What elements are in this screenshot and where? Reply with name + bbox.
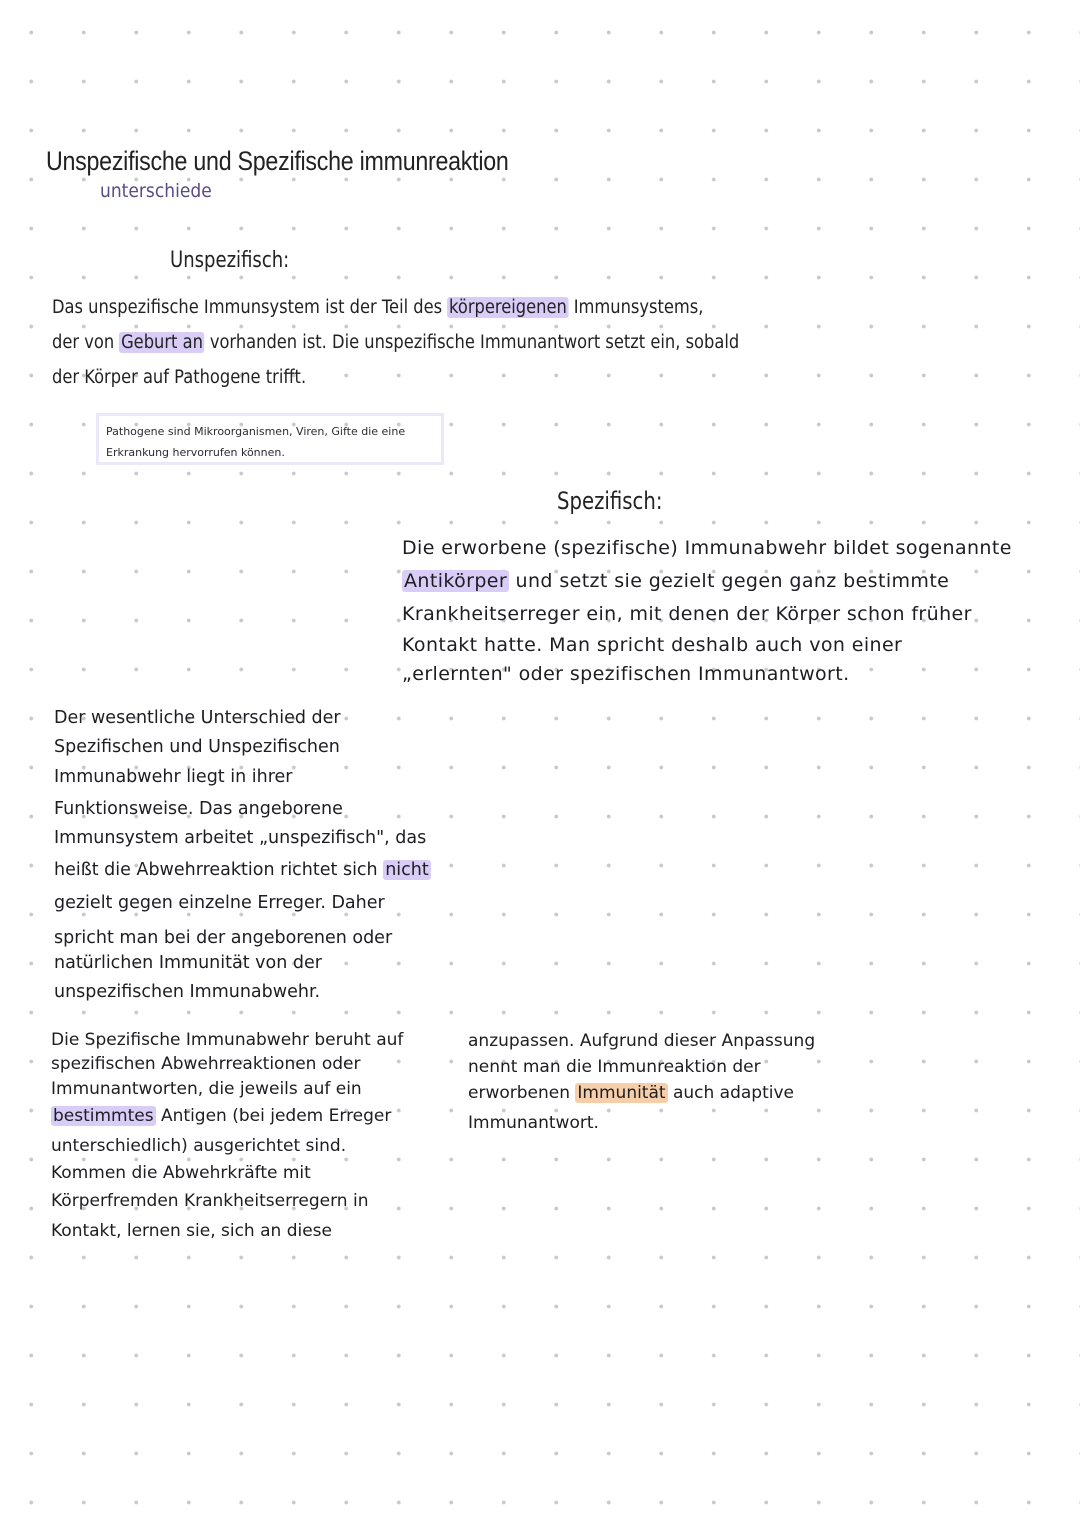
unspezifisch-line-3: der Körper auf Pathogene trifft.: [52, 367, 307, 388]
unterschied-line-6: heißt die Abwehrreaktion richtet sich nicht: [54, 860, 429, 880]
unterschied-line-9: natürlichen Immunität von der: [54, 953, 322, 973]
anpassung-line-3: erworbenen Immunität auch adaptive: [468, 1083, 795, 1103]
unterschied-line-3: Immunabwehr liegt in ihrer: [54, 767, 293, 787]
highlight-nicht: nicht: [385, 860, 429, 880]
unterschied-line-4: Funktionsweise. Das angeborene: [54, 799, 343, 819]
unterschied-line-5: Immunsystem arbeitet „unspezifisch", das: [54, 828, 427, 848]
anpassung-line-2: nennt man die Immunreaktion der: [468, 1057, 761, 1077]
note-line-1: Pathogene sind Mikroorganismen, Viren, Gifte die eine: [106, 425, 406, 438]
highlight-geburt-an: Geburt an: [121, 332, 203, 353]
highlight-bestimmtes: bestimmtes: [53, 1106, 154, 1126]
unterschied-line-10: unspezifischen Immunabwehr.: [54, 982, 321, 1002]
unterschied-line-7: gezielt gegen einzelne Erreger. Daher: [54, 893, 385, 913]
spezifisch-line-3: Krankheitserreger ein, mit denen der Körper schon früher: [402, 603, 972, 625]
spezifisch-line-4: Kontakt hatte. Man spricht deshalb auch von einer: [402, 634, 903, 656]
highlight-koerpereigenen: körpereigenen: [449, 297, 567, 318]
spezifisch2-line-7: Körperfremden Krankheitserregern in: [51, 1191, 369, 1211]
unspezifisch-line-2: der von Geburt an vorhanden ist. Die unspezifische Immunantwort setzt ein, sobald: [52, 332, 740, 353]
anpassung-line-1: anzupassen. Aufgrund dieser Anpassung: [468, 1031, 816, 1051]
heading-spezifisch: Spezifisch:: [557, 487, 663, 515]
unterschied-line-1: Der wesentliche Unterschied der: [54, 708, 341, 728]
spezifisch-line-2: Antikörper und setzt sie gezielt gegen ganz bestimmte: [404, 570, 950, 592]
page-subtitle: unterschiede: [100, 180, 212, 202]
spezifisch-line-5: „erlernten" oder spezifischen Immunantwort.: [402, 663, 850, 685]
highlight-immunitaet: Immunität: [577, 1083, 666, 1103]
spezifisch2-line-8: Kontakt, lernen sie, sich an diese: [51, 1221, 332, 1241]
unterschied-line-2: Spezifischen und Unspezifischen: [54, 737, 340, 757]
unterschied-line-8: spricht man bei der angeborenen oder: [54, 928, 393, 948]
anpassung-line-4: Immunantwort.: [468, 1113, 599, 1133]
heading-unspezifisch: Unspezifisch:: [170, 248, 290, 273]
spezifisch2-line-1: Die Spezifische Immunabwehr beruht auf: [51, 1030, 404, 1050]
page-title: Unspezifische und Spezifische immunreaktion: [46, 146, 509, 176]
spezifisch2-line-5: unterschiedlich) ausgerichtet sind.: [51, 1136, 347, 1156]
note-line-2: Erkrankung hervorrufen können.: [106, 446, 285, 459]
spezifisch2-line-6: Kommen die Abwehrkräfte mit: [51, 1163, 311, 1183]
spezifisch-line-1: Die erworbene (spezifische) Immunabwehr bildet sogenannte: [402, 537, 1012, 559]
spezifisch2-line-2: spezifischen Abwehrreaktionen oder: [51, 1054, 361, 1074]
highlight-antikoerper: Antikörper: [404, 570, 508, 592]
spezifisch2-line-3: Immunantworten, die jeweils auf ein: [51, 1079, 362, 1099]
unspezifisch-line-1: Das unspezifische Immunsystem ist der Teil des körpereigenen Immunsystems,: [52, 297, 704, 318]
spezifisch2-line-4: bestimmtes Antigen (bei jedem Erreger: [53, 1106, 392, 1126]
